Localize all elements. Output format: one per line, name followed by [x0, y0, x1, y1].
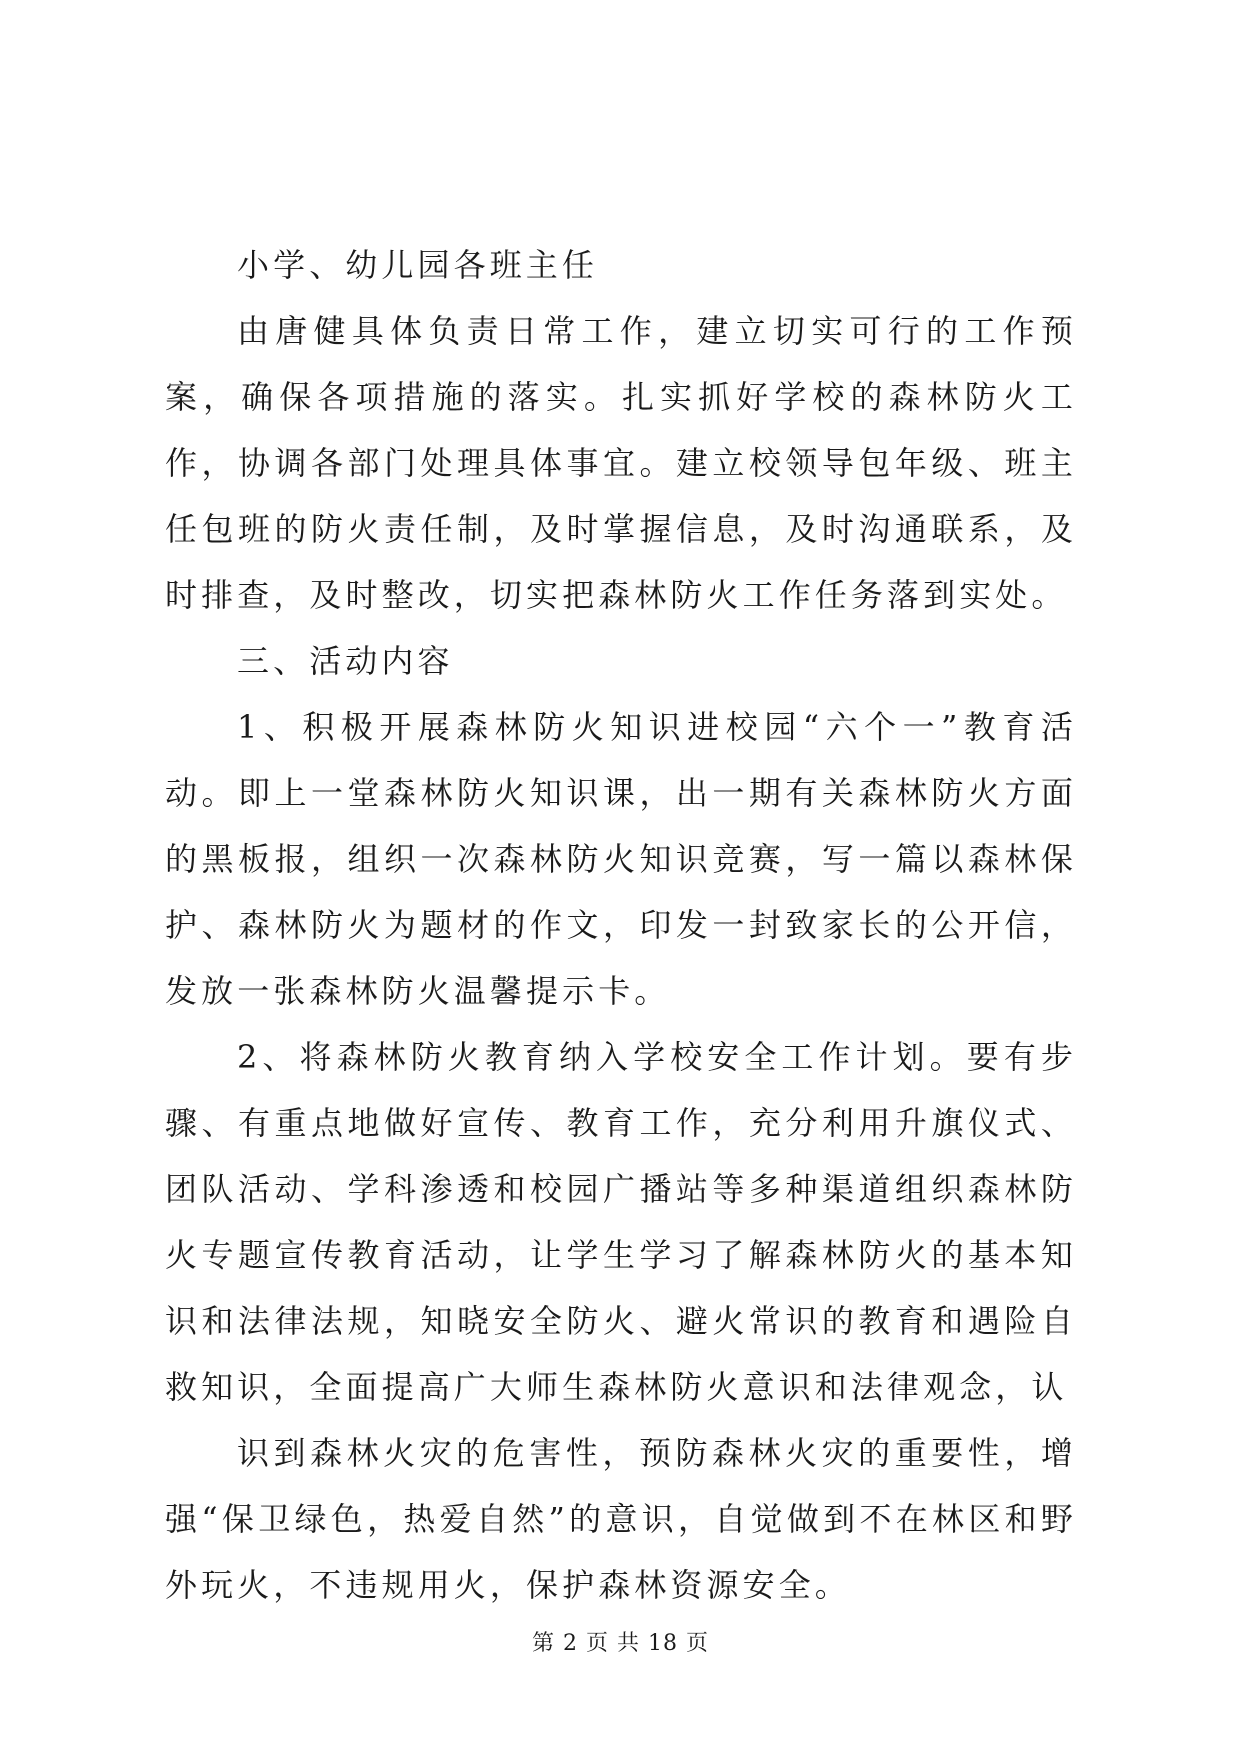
paragraph-class-teachers: 小学、幼儿园各班主任	[237, 246, 599, 284]
document-body	[165, 232, 1077, 1618]
section-heading-activity-content: 三、活动内容	[237, 642, 454, 680]
paragraph-item-1: 1、积极开展森林防火知识进校园“六个一”教育活动。即上一堂森林防火知识课，出一期有关森林防火方面的黑板报，组织一次森林防火知识竞赛，写一篇以森林保护、森林防火为题材的作文，印发一封致家长的公开信，发放一张森林防火温馨提示卡。	[165, 708, 1077, 1010]
paragraph-continuation: 识到森林火灾的危害性，预防森林火灾的重要性，增强“保卫绿色，热爱自然”的意识，自觉做到不在林区和野外玩火，不违规用火，保护森林资源安全。	[165, 1434, 1077, 1604]
page-number-footer: 第 2 页 共 18 页	[532, 1631, 709, 1656]
paragraph-item-2: 2、将森林防火教育纳入学校安全工作计划。要有步骤、有重点地做好宣传、教育工作，充分利用升旗仪式、团队活动、学科渗透和校园广播站等多种渠道组织森林防火专题宣传教育活动，让学生学习了解森林防火的基本知识和法律法规，知晓安全防火、避火常识的教育和遇险自救知识，全面提高广大师生森林防火意识和法律观念，认	[165, 1038, 1077, 1406]
paragraph-responsibility: 由唐健具体负责日常工作，建立切实可行的工作预案，确保各项措施的落实。扎实抓好学校的森林防火工作，协调各部门处理具体事宜。建立校领导包年级、班主任包班的防火责任制，及时掌握信息，及时沟通联系，及时排查，及时整改，切实把森林防火工作任务落到实处。	[165, 312, 1077, 614]
